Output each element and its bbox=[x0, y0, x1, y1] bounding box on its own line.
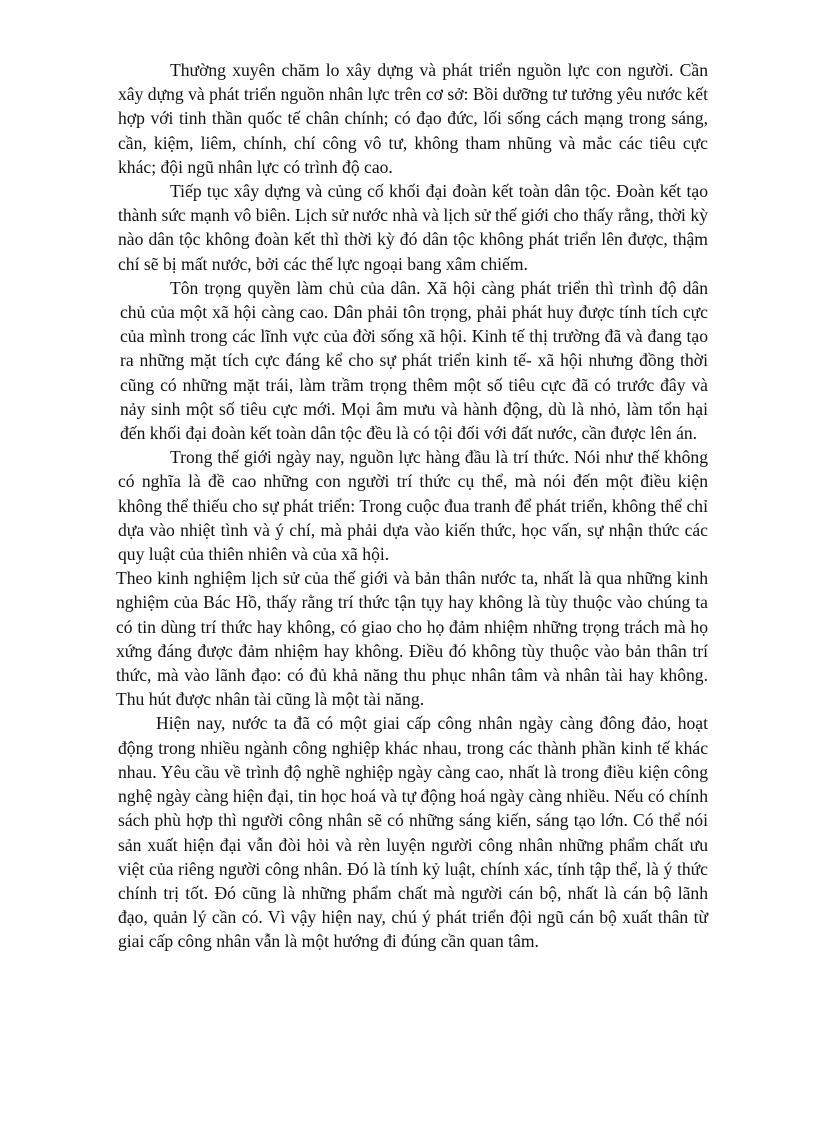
paragraph-historical-experience: Theo kinh nghiệm lịch sử của thế giới và bản thân nước ta, nhất là qua những kinh nghiệm của Bác Hồ, thấy rằng trí thức tận tụy hay không là tùy thuộc vào chúng ta có tin dùng trí thức hay không, có giao cho họ đảm nhiệm những trọng trách mà họ xứng đáng được đảm nhiệm hay không. Điều đó không tùy thuộc vào bản thân trí thức, mà vào lãnh đạo: có đủ khả năng thu phục nhân tâm và nhân tài hay không. Thu hút được nhân tài cũng là một tài năng. bbox=[116, 568, 708, 710]
paragraph-democracy: Tôn trọng quyền làm chủ của dân. Xã hội càng phát triển thì trình độ dân chủ của một xã hội càng cao. Dân phải tôn trọng, phải phát huy được tính tích cực của mình trong các lĩnh vực của đời sống xã hội. Kinh tế thị trường đã và đang tạo ra những mặt tích cực đáng kể cho sự phát triển kinh tế- xã hội nhưng đồng thời cũng có những mặt trái, làm trầm trọng thêm một số tiêu cực đã có trước đây và nảy sinh một số tiêu cực mới. Mọi âm mưu và hành động, dù là nhỏ, làm tổn hại đến khối đại đoàn kết toàn dân tộc đều là có tội đối với đất nước, cần được lên án. bbox=[120, 277, 708, 444]
paragraph-national-unity: Tiếp tục xây dựng và củng cố khối đại đoàn kết toàn dân tộc. Đoàn kết tạo thành sức mạnh vô biên. Lịch sử nước nhà và lịch sử thế giới cho thấy rằng, thời kỳ nào dân tộc không đoàn kết thì thời kỳ đó dân tộc không phát triển lên được, thậm chí sẽ bị mất nước, bởi các thế lực ngoại bang xâm chiếm. bbox=[118, 181, 708, 274]
document-page bbox=[118, 58, 708, 954]
paragraph-human-resources: Thường xuyên chăm lo xây dựng và phát triển nguồn lực con người. Cần xây dựng và phát triển nguồn nhân lực trên cơ sở: Bồi dưỡng tư tưởng yêu nước kết hợp với tinh thần quốc tế chân chính; có đạo đức, lối sống cách mạng trong sáng, cần, kiệm, liêm, chính, chí công vô tư, không tham nhũng và mắc các tiêu cực khác; đội ngũ nhân lực có trình độ cao. bbox=[118, 60, 708, 177]
paragraph-working-class: Hiện nay, nước ta đã có một giai cấp công nhân ngày càng đông đảo, hoạt động trong nhiều ngành công nghiệp khác nhau, trong các thành phần kinh tế khác nhau. Yêu cầu về trình độ nghề nghiệp ngày càng cao, nhất là trong điều kiện công nghệ ngày càng hiện đại, tin học hoá và tự động hoá ngày càng nhiều. Nếu có chính sách phù hợp thì người công nhân sẽ có những sáng kiến, sáng tạo lớn. Có thể nói sản xuất hiện đại vẫn đòi hỏi và rèn luyện người công nhân những phẩm chất ưu việt của riêng người công nhân. Đó là tính kỷ luật, chính xác, tính tập thể, là ý thức chính trị tốt. Đó cũng là những phẩm chất mà người cán bộ, nhất là cán bộ lãnh đạo, quản lý cần có. Vì vậy hiện nay, chú ý phát triển đội ngũ cán bộ xuất thân từ giai cấp công nhân vẫn là một hướng đi đúng cần quan tâm. bbox=[118, 713, 708, 952]
paragraph-intellectuals: Trong thế giới ngày nay, nguồn lực hàng đầu là trí thức. Nói như thế không có nghĩa là đề cao những con người trí thức cụ thể, mà nói đến một điều kiện không thể thiếu cho sự phát triển: Trong cuộc đua tranh để phát triển, không thể chỉ dựa vào nhiệt tình và ý chí, mà phải dựa vào kiến thức, học vấn, sự nhận thức các quy luật của thiên nhiên và của xã hội. bbox=[118, 447, 708, 565]
